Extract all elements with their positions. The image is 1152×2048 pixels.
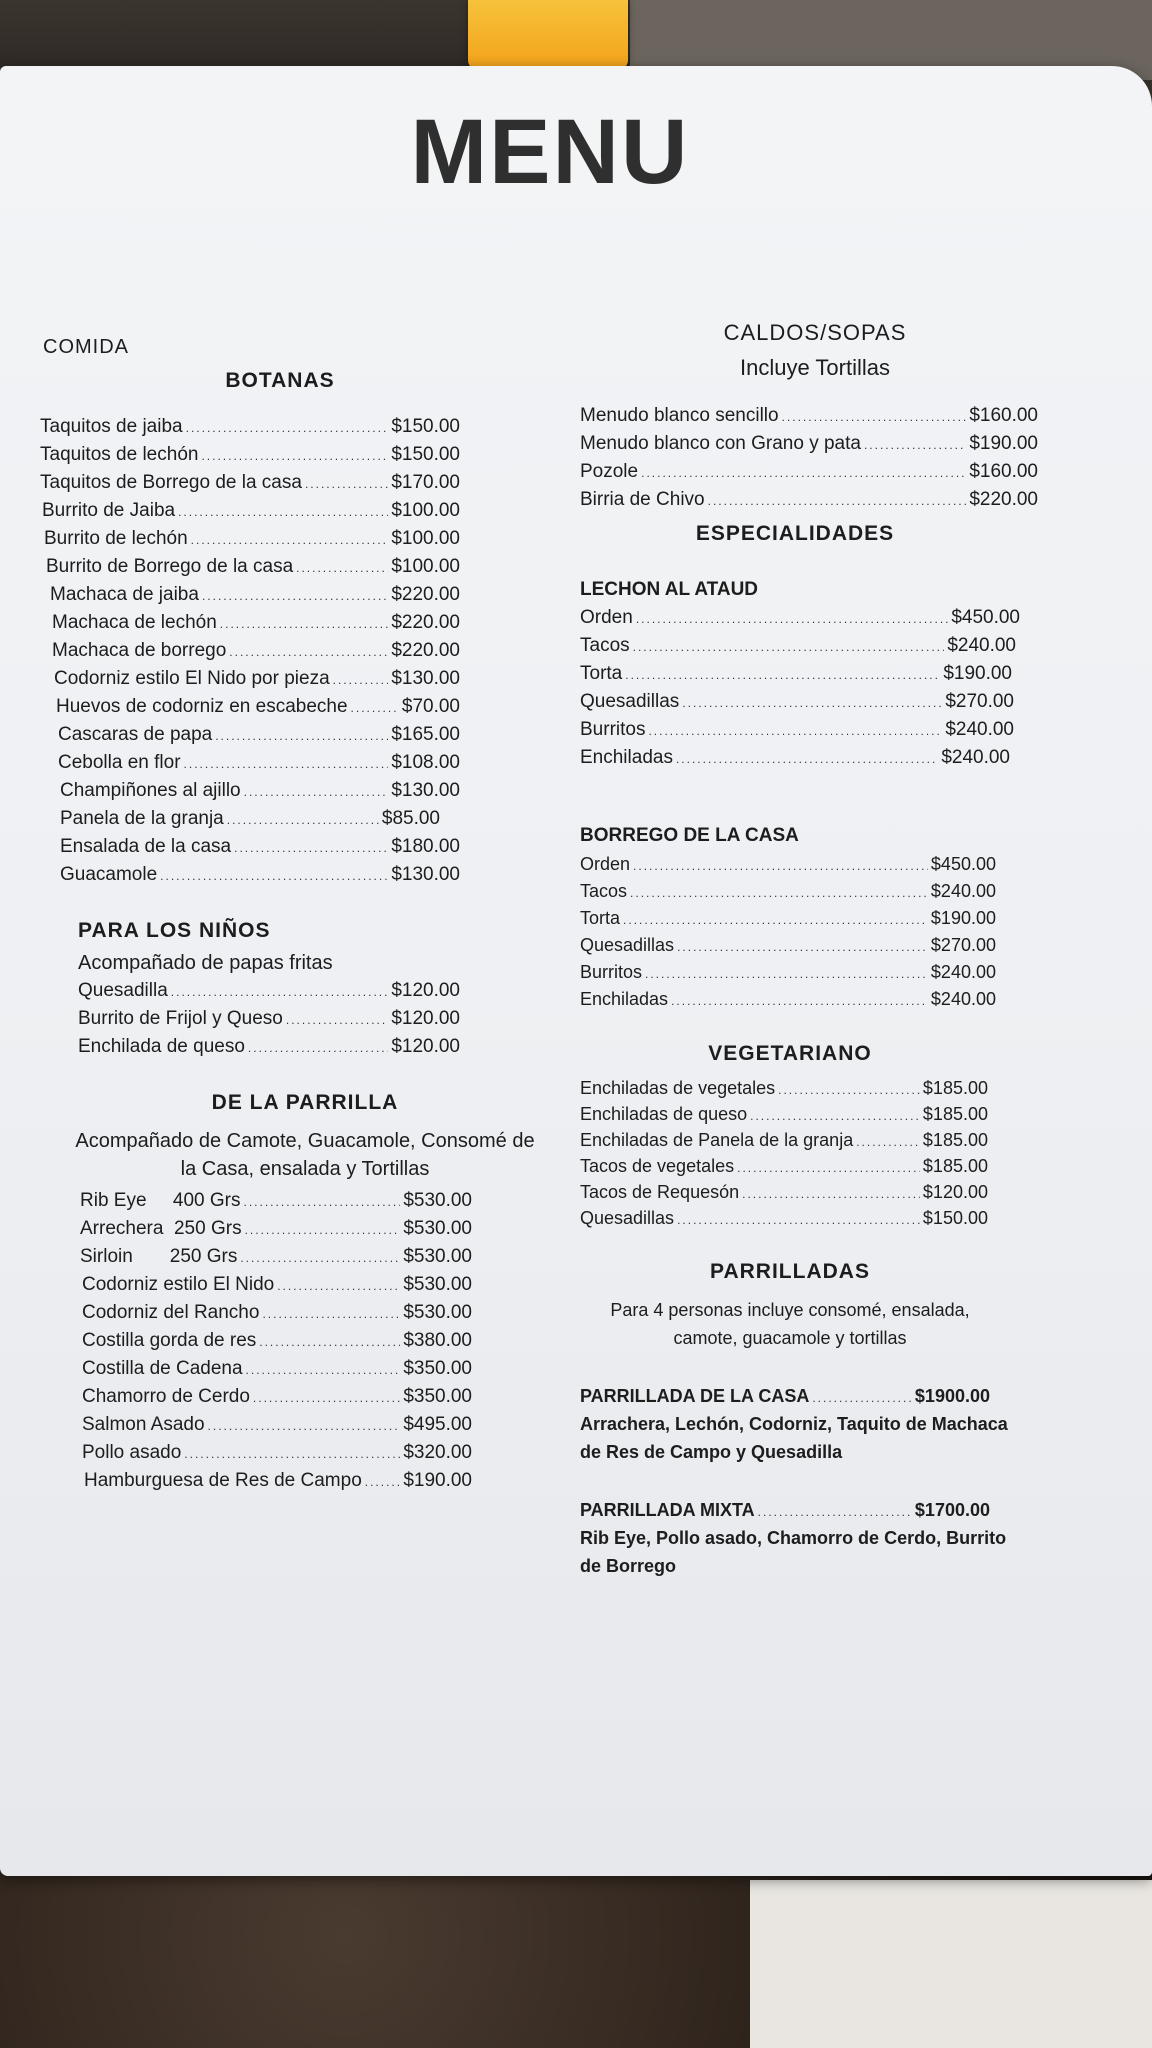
parrillada-casa-desc-line1: Arrachera, Lechón, Codorniz, Taquito de Machaca (580, 1414, 1008, 1434)
botanas-heading: BOTANAS (225, 369, 335, 392)
lechon-heading: LECHON AL ATAUD (580, 579, 759, 600)
caldos-list (580, 402, 1038, 514)
menu-title: MENU (410, 101, 690, 203)
menu-item: Orden ..... $450.00 (580, 604, 1020, 632)
parrilladas-note-line2: camote, guacamole y tortillas (673, 1328, 907, 1348)
left-column (40, 336, 540, 1495)
menu-item: Taquitos de lechón ..... $150.00 (40, 441, 460, 469)
menu-item: Pozole ..... $160.00 (580, 458, 1038, 486)
parrilla-heading: DE LA PARRILLA (211, 1091, 399, 1114)
menu-item: Machaca de jaiba ..... $220.00 (40, 581, 460, 609)
caldos-note: Incluye Tortillas (740, 355, 890, 380)
menu-item: Machaca de borrego ..... $220.00 (40, 637, 460, 665)
especialidades-heading: ESPECIALIDADES (695, 522, 895, 545)
parrillada-mixta-desc-line1: Rib Eye, Pollo asado, Chamorro de Cerdo, Burrito (580, 1528, 1007, 1548)
menu-item: Enchiladas de queso ..... $185.00 (580, 1100, 988, 1126)
menu-item: Quesadillas ..... $150.00 (580, 1204, 988, 1230)
ninos-note: Acompañado de papas fritas (78, 952, 333, 974)
menu-item: Quesadillas ..... $270.00 (580, 688, 1014, 716)
comida-heading: COMIDA (43, 336, 129, 358)
menu-item: Burrito de Jaiba ..... $100.00 (40, 497, 460, 525)
parrilla-list (40, 1187, 472, 1495)
menu-item: Cebolla en flor ..... $108.00 (40, 749, 460, 777)
menu-item: Taquitos de jaiba ..... $150.00 (40, 413, 460, 441)
vegetariano-heading: VEGETARIANO (708, 1042, 872, 1065)
background-object (750, 1880, 1152, 2048)
botanas-list (40, 413, 460, 889)
menu-item: Enchiladas ..... $240.00 (580, 744, 1010, 772)
parrillada-casa-desc-line2: de Res de Campo y Quesadilla (580, 1442, 843, 1462)
menu-item: Tacos de Requesón ..... $120.00 (580, 1178, 988, 1204)
vegetariano-list (580, 1074, 988, 1230)
menu-item: Sirloin 250 Grs ..... $530.00 (40, 1243, 472, 1271)
menu-item: Burrito de Borrego de la casa ..... $100.00 (40, 553, 460, 581)
menu-item: Enchiladas ..... $240.00 (580, 985, 996, 1012)
parrilladas-heading: PARRILLADAS (710, 1260, 870, 1283)
menu-item: Champiñones al ajillo ..... $130.00 (40, 777, 460, 805)
menu-item: Codorniz del Rancho ..... $530.00 (40, 1299, 472, 1327)
menu-item: Tacos ..... $240.00 (580, 632, 1016, 660)
menu-item: Codorniz estilo El Nido ..... $530.00 (40, 1271, 472, 1299)
menu-item: Codorniz estilo El Nido por pieza ..... $130.00 (40, 665, 460, 693)
parrilla-note-line2: la Casa, ensalada y Tortillas (180, 1158, 430, 1180)
menu-item: Panela de la granja ..... $85.00 (40, 805, 440, 833)
parrilladas-note-line1: Para 4 personas incluye consomé, ensalada, (610, 1300, 970, 1320)
menu-item: Cascaras de papa ..... $165.00 (40, 721, 460, 749)
caldos-heading: CALDOS/SOPAS (723, 320, 907, 345)
menu-item: Orden ..... $450.00 (580, 850, 996, 877)
menu-item: Ensalada de la casa ..... $180.00 (40, 833, 460, 861)
menu-item: Quesadilla ..... $120.00 (40, 977, 460, 1005)
menu-item: Hamburguesa de Res de Campo ..... $190.00 (40, 1467, 472, 1495)
menu-item: Menudo blanco con Grano y pata ..... $190.00 (580, 430, 1038, 458)
right-column (580, 320, 1050, 1580)
menu-item: Taquitos de Borrego de la casa ..... $170.00 (40, 469, 460, 497)
menu-item: PARRILLADA MIXTA ..... $1700.00 (580, 1496, 990, 1524)
menu-item: Salmon Asado ..... $495.00 (40, 1411, 472, 1439)
ninos-heading: PARA LOS NIÑOS (78, 919, 271, 942)
menu-item: Huevos de codorniz en escabeche ..... $70.00 (40, 693, 460, 721)
menu-item: Tacos de vegetales ..... $185.00 (580, 1152, 988, 1178)
menu-item: PARRILLADA DE LA CASA ..... $1900.00 (580, 1382, 990, 1410)
menu-item: Burritos ..... $240.00 (580, 958, 996, 985)
menu-item: Rib Eye 400 Grs ..... $530.00 (40, 1187, 472, 1215)
menu-item: Enchiladas de vegetales ..... $185.00 (580, 1074, 988, 1100)
menu-item: Tacos ..... $240.00 (580, 877, 996, 904)
menu-item: Guacamole ..... $130.00 (40, 861, 460, 889)
menu-item: Birria de Chivo ..... $220.00 (580, 486, 1038, 514)
menu-item: Costilla gorda de res ..... $380.00 (40, 1327, 472, 1355)
menu-item: Costilla de Cadena ..... $350.00 (40, 1355, 472, 1383)
ninos-list (40, 977, 460, 1061)
menu-item: Chamorro de Cerdo ..... $350.00 (40, 1383, 472, 1411)
menu-item: Torta ..... $190.00 (580, 904, 996, 931)
orange-juice-glass (468, 0, 628, 70)
parrillada-casa (580, 1382, 990, 1410)
parrilla-note-line1: Acompañado de Camote, Guacamole, Consomé de (75, 1130, 535, 1152)
menu-item: Machaca de lechón ..... $220.00 (40, 609, 460, 637)
menu-item: Menudo blanco sencillo ..... $160.00 (580, 402, 1038, 430)
menu-item: Burritos ..... $240.00 (580, 716, 1014, 744)
menu-item: Arrechera 250 Grs ..... $530.00 (40, 1215, 472, 1243)
menu-item: Enchilada de queso ..... $120.00 (40, 1033, 460, 1061)
menu-item: Burrito de Frijol y Queso ..... $120.00 (40, 1005, 460, 1033)
parrillada-mixta-desc-line2: de Borrego (580, 1556, 677, 1576)
menu-item: Pollo asado ..... $320.00 (40, 1439, 472, 1467)
menu-item: Torta ..... $190.00 (580, 660, 1012, 688)
menu-item: Enchiladas de Panela de la granja ..... $185.00 (580, 1126, 988, 1152)
menu-item: Quesadillas ..... $270.00 (580, 931, 996, 958)
menu-item: Burrito de lechón ..... $100.00 (40, 525, 460, 553)
borrego-heading: BORREGO DE LA CASA (580, 825, 799, 846)
lechon-list (580, 604, 1020, 772)
borrego-list (580, 850, 996, 1012)
parrillada-mixta (580, 1496, 990, 1524)
